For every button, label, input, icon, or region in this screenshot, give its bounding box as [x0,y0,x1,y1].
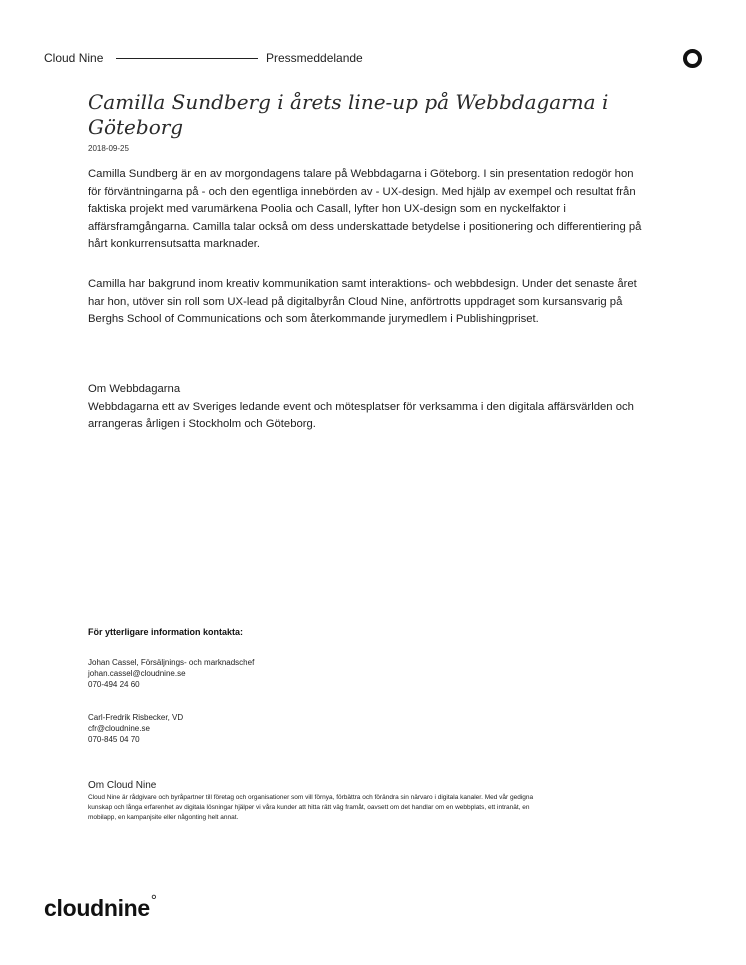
contact-phone: 070-494 24 60 [88,680,140,689]
contact-card [88,657,388,690]
press-release-title: Camilla Sundberg i årets line-up på Webbdagarna i Göteborg [88,90,609,139]
header-divider [116,58,258,59]
logo-wordmark: cloudnine [44,895,150,921]
contact-phone: 070-845 04 70 [88,735,140,744]
contact-card [88,712,388,745]
contact-name: Johan Cassel, Försäljnings- och marknadschef [88,658,255,667]
about-event-heading: Om Webbdagarna [88,383,181,395]
logo-degree-mark: ° [150,892,157,909]
about-company-text: Cloud Nine är rådgivare och byråpartner till företag och organisationer som vill förnya, förbättra och förändra sin närvaro i digitala kanaler. Med vår gedigna kunskap och långa erfarenhet av digitala lösningar hjälper vi våra kunder att hitta rätt väg framåt, oavsett om det handlar om en webbplats, ett intranät, en mobilapp, en kampanjsite eller någonting helt annat. [88,794,534,821]
contact-heading: För ytterligare information kontakta: [88,627,244,637]
contact-email[interactable]: johan.cassel@cloudnine.se [88,669,186,678]
body-paragraph: Camilla Sundberg är en av morgondagens talare på Webbdagarna i Göteborg. I sin presentation redogör hon för förväntningarna på - och den egentliga innebörden av - UX-design. Med hjälp av exempel och resultat från faktiska projekt med varumärkena Poolia och Casall, lyfter hon UX-design som en nyckelfaktor i affärsframgångarna. Camilla talar också om dess underskattade betydelse i positionering och differentiering på hårt konkurrensutsatta marknader. [88,168,642,251]
about-event-text: Webbdagarna ett av Sveriges ledande event och mötesplatser för verksamma i den digitala affärsvärlden och arrangeras årligen i Stockholm och Göteborg. [88,400,634,431]
about-event-section [88,381,648,434]
contact-email[interactable]: cfr@cloudnine.se [88,724,150,733]
about-company-section [88,779,538,822]
document-category: Pressmeddelande [266,51,363,65]
page-header [44,50,704,66]
about-company-heading: Om Cloud Nine [88,780,157,791]
publish-date: 2018-09-25 [88,144,129,153]
cloudnine-logo [44,893,157,927]
ring-logo-icon [683,49,702,68]
brand-name: Cloud Nine [44,51,104,65]
body-paragraph: Camilla har bakgrund inom kreativ kommunikation samt interaktions- och webbdesign. Under det senaste året har hon, utöver sin roll som UX-lead på digitalbyrån Cloud Nine, anförtrotts uppdraget som kursansvarig på Berghs School of Communications och som återkommande jurymedlem i Publishingpriset. [88,278,637,326]
contact-name: Carl-Fredrik Risbecker, VD [88,713,184,722]
